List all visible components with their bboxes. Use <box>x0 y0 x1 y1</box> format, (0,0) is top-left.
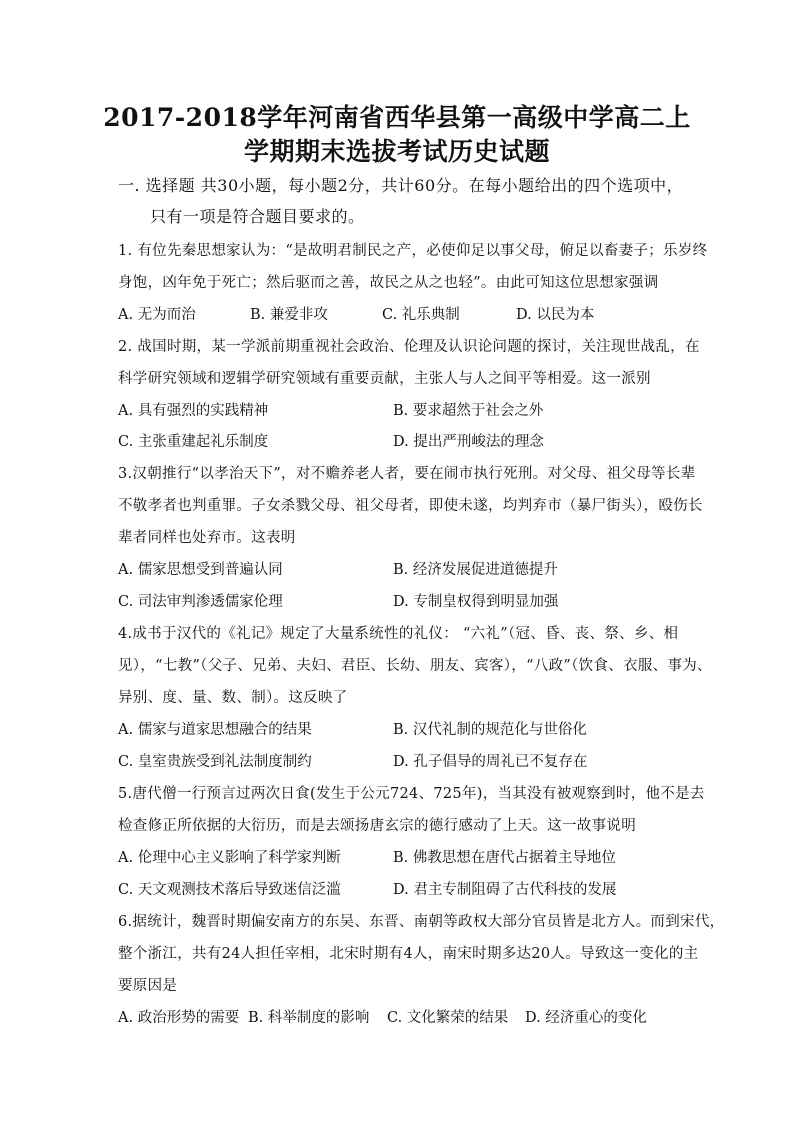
question-5-option-b: B. 佛教思想在唐代占据着主导地位 <box>393 850 616 866</box>
question-5-line2: 检查修正所依据的大衍历，而是去颂扬唐玄宗的德行感动了上天。这一故事说明 <box>118 818 636 834</box>
question-5-option-d: D. 君主专制阻碍了古代科技的发展 <box>393 882 617 898</box>
question-3-line3: 辈者同样也处弃市。这表明 <box>118 530 296 546</box>
question-6-line1: 6.据统计，魏晋时期偏安南方的东吴、东晋、南朝等政权大部分官员皆是北方人。而到宋代， <box>118 914 725 930</box>
question-4-line3: 异别、度、量、数、制）。这反映了 <box>118 690 348 706</box>
section-heading-line2: 只有一项是符合题目要求的。 <box>150 207 365 226</box>
question-5-line1: 5.唐代僧一行预言过两次日食(发生于公元724、725年)，当其没有被观察到时，他不是去 <box>118 786 705 802</box>
question-4-option-b: B. 汉代礼制的规范化与世俗化 <box>393 722 587 738</box>
question-2-line1: 2. 战国时期，某一学派前期重视社会政治、伦理及认识论问题的探讨，关注现世战乱，在 <box>118 339 700 355</box>
question-2-line2: 科学研究领域和逻辑学研究领域有重要贡献，主张人与人之间平等相爱。这一派别 <box>118 371 651 387</box>
question-6-option-a: A. 政治形势的需要 <box>118 1010 240 1026</box>
exam-title-line1: 2017-2018学年河南省西华县第一高级中学高二上 <box>103 103 691 132</box>
question-2-option-a: A. 具有强烈的实践精神 <box>118 403 269 419</box>
question-4-option-c: C. 皇室贵族受到礼法制度制约 <box>118 754 312 770</box>
question-1-option-b: B. 兼爱非攻 <box>250 307 328 323</box>
question-3-option-c: C. 司法审判渗透儒家伦理 <box>118 594 283 610</box>
question-6-option-c: C. 文化繁荣的结果 <box>387 1010 509 1026</box>
question-6-line3: 要原因是 <box>118 978 178 994</box>
question-2-option-c: C. 主张重建起礼乐制度 <box>118 434 269 450</box>
question-4-line1: 4.成书于汉代的《礼记》规定了大量系统性的礼仪： “六礼”（冠、昏、丧、祭、乡、相 <box>118 626 679 642</box>
question-3-option-b: B. 经济发展促进道德提升 <box>393 562 558 578</box>
exam-title-line2: 学期期末选拔考试历史试题 <box>243 137 550 166</box>
question-6-option-b: B. 科举制度的影响 <box>248 1010 370 1026</box>
question-3-option-a: A. 儒家思想受到普遍认同 <box>118 562 283 578</box>
question-5-option-a: A. 伦理中心主义影响了科学家判断 <box>118 850 341 866</box>
question-3-option-d: D. 专制皇权得到明显加强 <box>393 594 559 610</box>
question-1-option-a: A. 无为而治 <box>118 307 196 323</box>
question-6-line2: 整个浙江，共有24人担任宰相，北宋时期有4人，南宋时期多达20人。导致这一变化的主 <box>118 946 699 962</box>
question-1-option-d: D. 以民为本 <box>516 307 595 323</box>
question-4-line2: 见），“七教”（父子、兄弟、夫妇、君臣、长幼、朋友、宾客），“八政”（饮食、衣服、事为、 <box>118 658 712 674</box>
question-3-line1: 3.汉朝推行“以孝治天下”，对不赡养老人者，要在闹市执行死刑。对父母、祖父母等长辈 <box>118 466 696 482</box>
question-2-option-b: B. 要求超然于社会之外 <box>393 403 544 419</box>
question-1-line2: 身饱，凶年免于死亡；然后驱而之善，故民之从之也轻”。由此可知这位思想家强调 <box>118 275 659 291</box>
question-3-line2: 不敬孝者也判重罪。子女杀戮父母、祖父母者，即使未遂，均判弃市（暴尸街头），殴伤长 <box>118 498 703 514</box>
question-5-option-c: C. 天文观测技术落后导致迷信泛滥 <box>118 882 341 898</box>
question-1-option-c: C. 礼乐典制 <box>382 307 460 323</box>
section-heading-line1: 一. 选择题 共30小题，每小题2分，共计60分。在每小题给出的四个选项中， <box>118 176 684 195</box>
question-1-line1: 1. 有位先秦思想家认为：“是故明君制民之产，必使仰足以事父母，俯足以畜妻子；乐岁终 <box>118 243 708 259</box>
question-6-option-d: D. 经济重心的变化 <box>525 1010 647 1026</box>
question-2-option-d: D. 提出严刑峻法的理念 <box>393 434 544 450</box>
question-4-option-a: A. 儒家与道家思想融合的结果 <box>118 722 312 738</box>
question-4-option-d: D. 孔子倡导的周礼已不复存在 <box>393 754 588 770</box>
